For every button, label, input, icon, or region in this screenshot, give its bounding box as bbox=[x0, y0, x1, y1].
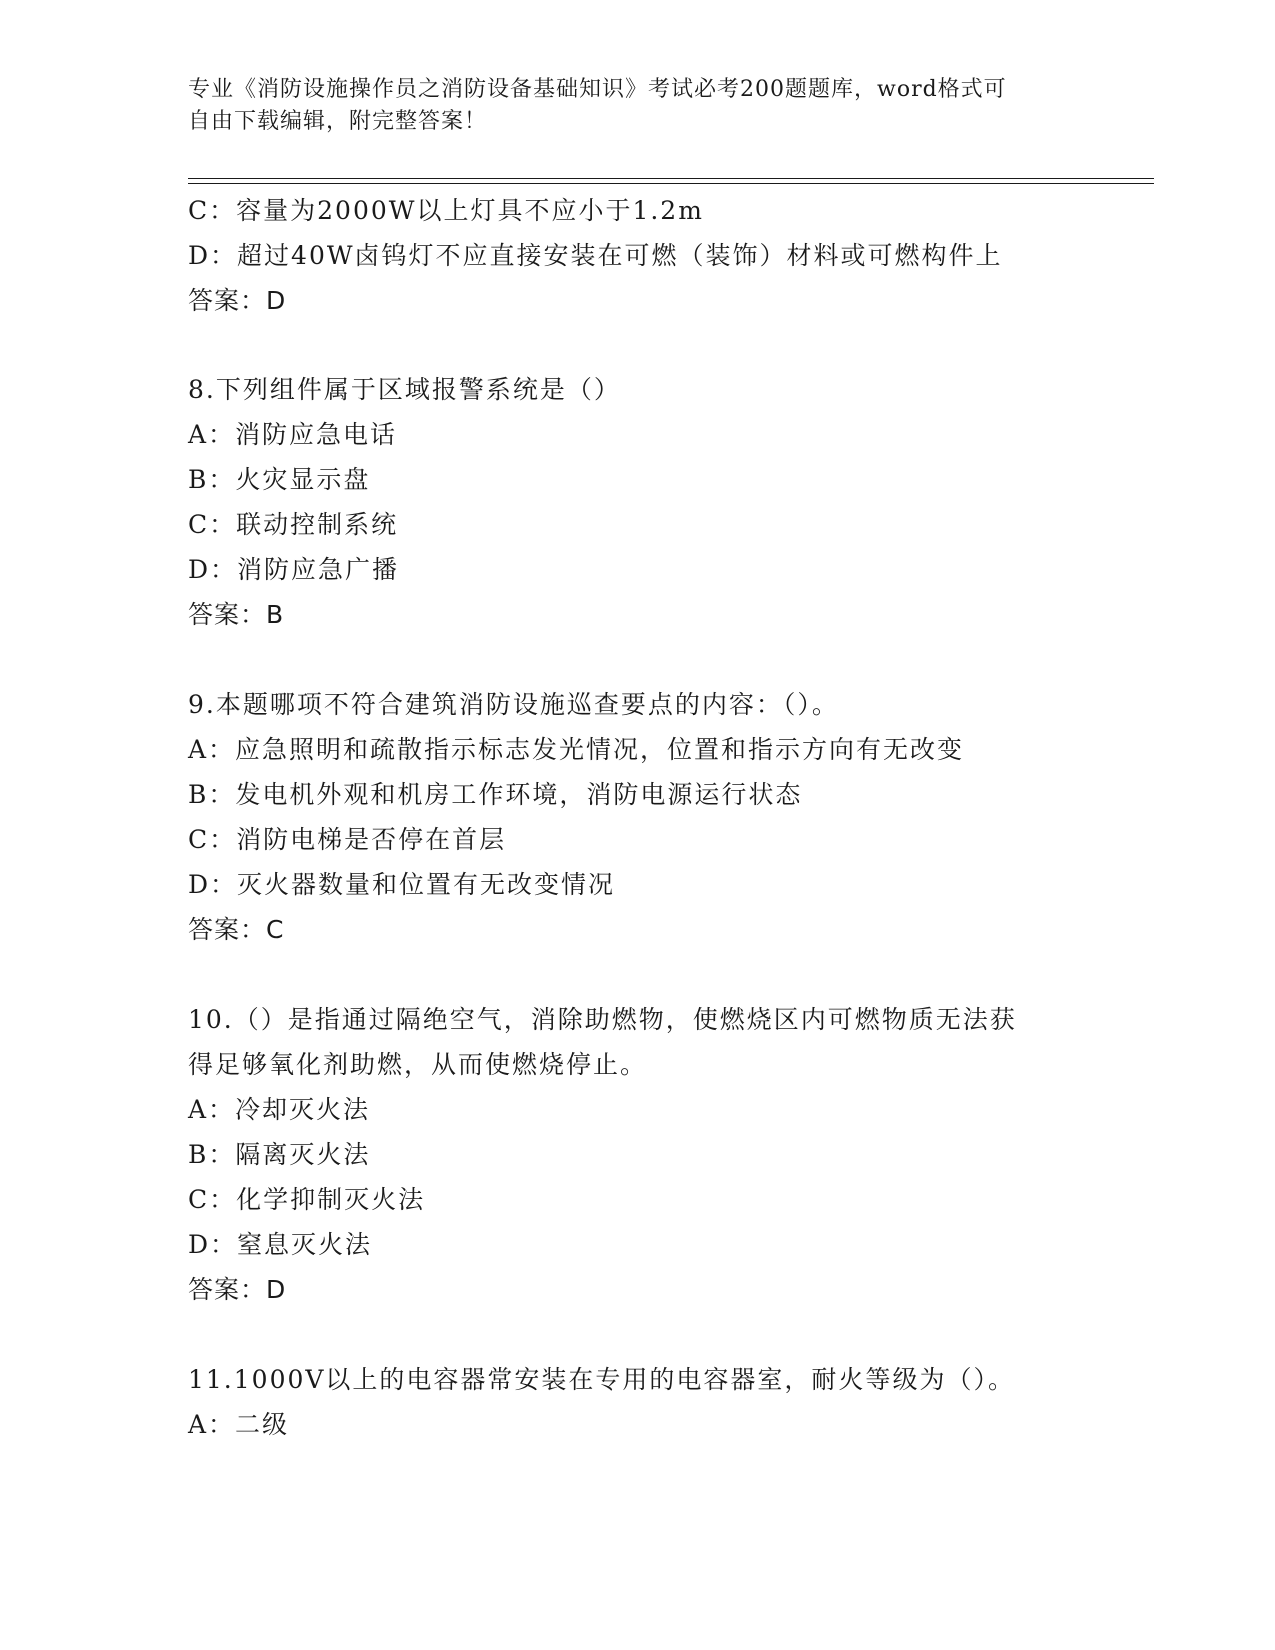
question-10-answer: 答案：D bbox=[188, 1275, 287, 1304]
header-rule-bottom bbox=[188, 183, 1154, 184]
question-9-option-d: D：灭火器数量和位置有无改变情况 bbox=[188, 870, 616, 899]
question-8-stem: 8.下列组件属于区域报警系统是（） bbox=[188, 375, 621, 404]
question-10-option-d: D：窒息灭火法 bbox=[188, 1230, 373, 1259]
document-header bbox=[188, 74, 1068, 138]
question-10-stem-line-2: 得足够氧化剂助燃，从而使燃烧停止。 bbox=[188, 1050, 648, 1079]
question-8-option-c: C：联动控制系统 bbox=[188, 510, 399, 539]
question-8-answer: 答案：B bbox=[188, 600, 285, 629]
question-8-option-d: D：消防应急广播 bbox=[188, 555, 400, 584]
prev-option-c: C：容量为2000W以上灯具不应小于1.2m bbox=[188, 196, 704, 225]
question-10-option-b: B：隔离灭火法 bbox=[188, 1140, 371, 1169]
question-9-option-b: B：发电机外观和机房工作环境，消防电源运行状态 bbox=[188, 780, 803, 809]
question-9-stem: 9.本题哪项不符合建筑消防设施巡查要点的内容：（）。 bbox=[188, 690, 839, 719]
question-8-option-b: B：火灾显示盘 bbox=[188, 465, 371, 494]
prev-answer: 答案：D bbox=[188, 286, 287, 315]
question-10-stem-line-1: 10.（）是指通过隔绝空气，消除助燃物，使燃烧区内可燃物质无法获 bbox=[188, 1005, 1017, 1034]
prev-option-d: D：超过40W卤钨灯不应直接安装在可燃（装饰）材料或可燃构件上 bbox=[188, 241, 1003, 270]
header-line-1: 专业《消防设施操作员之消防设备基础知识》考试必考200题题库，word格式可 bbox=[188, 77, 1007, 102]
question-9-option-c: C：消防电梯是否停在首层 bbox=[188, 825, 507, 854]
question-11-stem: 11.1000V以上的电容器常安装在专用的电容器室，耐火等级为（）。 bbox=[188, 1365, 1015, 1394]
question-9-option-a: A：应急照明和疏散指示标志发光情况，位置和指示方向有无改变 bbox=[188, 735, 965, 764]
header-rule-top bbox=[188, 178, 1154, 179]
question-10-option-a: A：冷却灭火法 bbox=[188, 1095, 371, 1124]
question-10-option-c: C：化学抑制灭火法 bbox=[188, 1185, 426, 1214]
question-11-option-a: A：二级 bbox=[188, 1410, 290, 1439]
question-9-answer: 答案：C bbox=[188, 915, 285, 944]
header-line-2: 自由下载编辑，附完整答案！ bbox=[188, 109, 488, 134]
question-8-option-a: A：消防应急电话 bbox=[188, 420, 398, 449]
